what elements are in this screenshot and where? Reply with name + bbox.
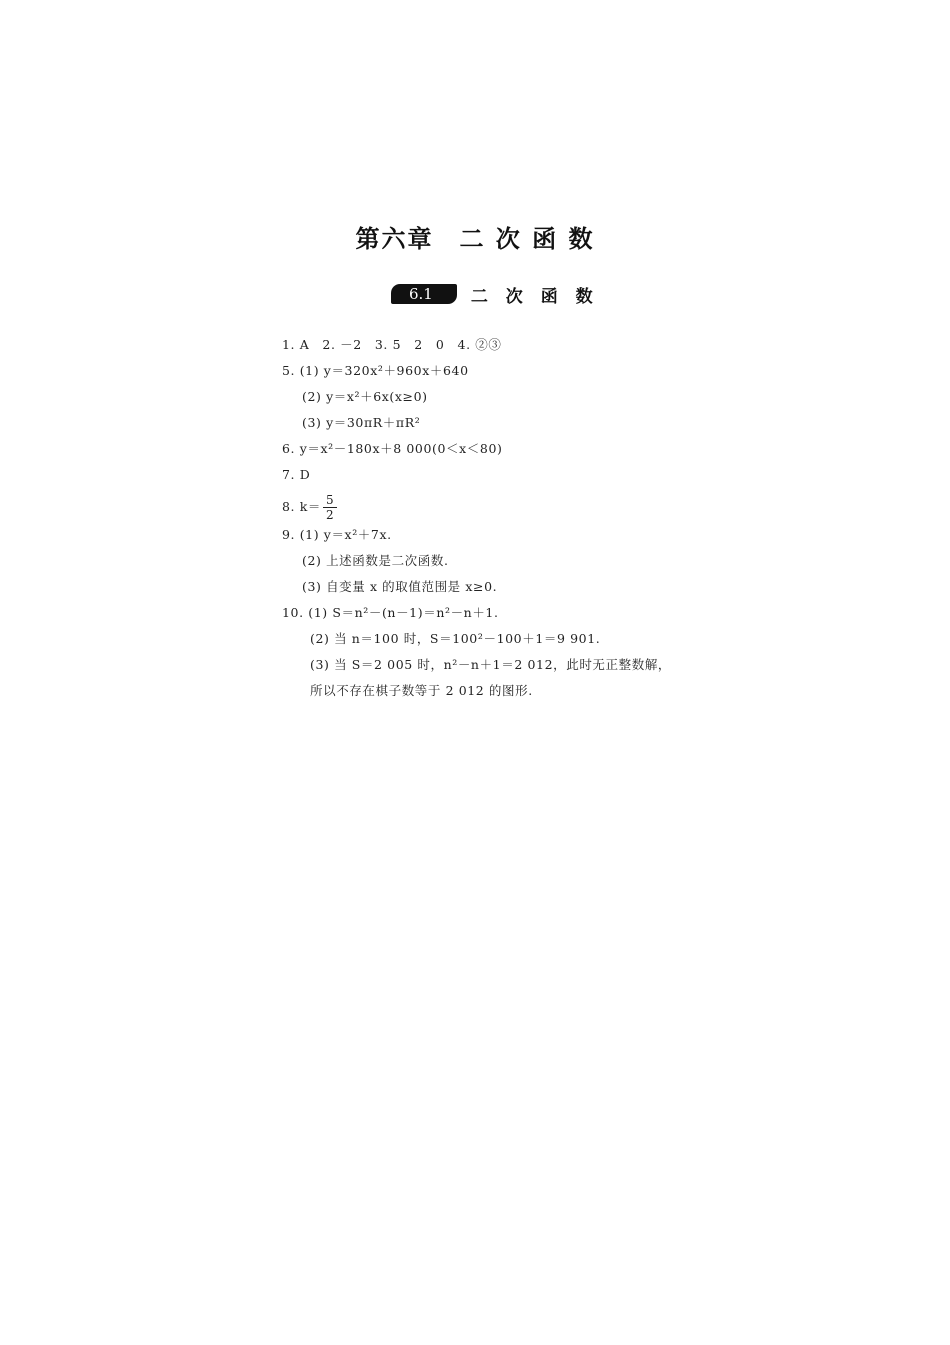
answer-line-5-1: 5. (1) y＝320x²＋960x＋640: [282, 363, 469, 378]
section-number-badge: 6.1: [391, 284, 457, 304]
fraction-denominator: 2: [325, 507, 335, 522]
answer-line-7: 7. D: [282, 467, 311, 482]
chapter-title: 第六章 二 次 函 数: [355, 225, 595, 253]
fraction: [323, 493, 337, 522]
answer-line-6: 6. y＝x²－180x＋8 000(0＜x＜80): [282, 441, 503, 456]
answer-line-10-4: 所以不存在棋子数等于 2 012 的图形.: [310, 683, 533, 698]
answer-list: [282, 334, 722, 706]
answer-line-10-3: (3) 当 S＝2 005 时，n²－n＋1＝2 012，此时无正整数解，: [310, 657, 672, 672]
answer-line-9-1: 9. (1) y＝x²＋7x.: [282, 527, 392, 542]
answer-line-10-2: (2) 当 n＝100 时，S＝100²－100＋1＝9 901.: [310, 631, 601, 646]
answer-line-5-3: (3) y＝30πR＋πR²: [302, 415, 421, 430]
answer-8-prefix: 8. k＝: [282, 499, 321, 514]
answer-line-8: [282, 490, 722, 524]
fraction-numerator: 5: [323, 493, 337, 508]
answer-line-9-2: (2) 上述函数是二次函数.: [302, 553, 449, 568]
section-header: [391, 283, 599, 305]
answer-line-9-3: (3) 自变量 x 的取值范围是 x≥0.: [302, 579, 498, 594]
section-title: 二 次 函 数: [470, 286, 599, 307]
answer-line-1-4: 1. A 2. －2 3. 5 2 0 4. ②③: [282, 337, 502, 352]
answer-line-5-2: (2) y＝x²＋6x(x≥0): [302, 389, 428, 404]
answer-line-10-1: 10. (1) S＝n²－(n－1)＝n²－n＋1.: [282, 605, 499, 620]
